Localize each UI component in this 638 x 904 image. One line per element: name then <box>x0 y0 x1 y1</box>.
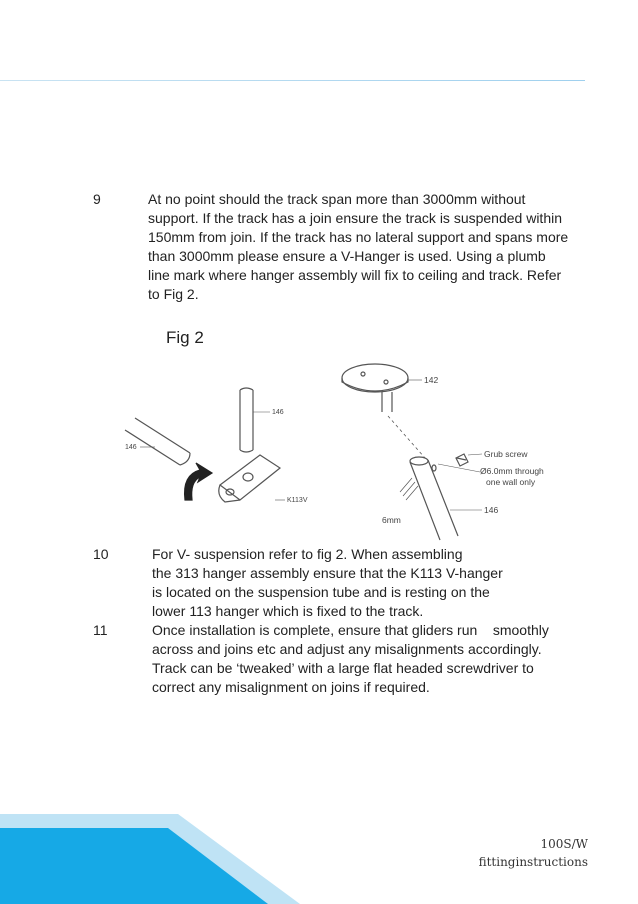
footer-line-1: 100S/W <box>540 837 588 851</box>
label-hole-line2: one wall only <box>486 477 536 487</box>
step-number: 11 <box>93 622 108 638</box>
text-line: 150mm from join. If the track has no lateral support and spans more <box>148 229 569 245</box>
step-text <box>152 545 503 621</box>
text-line: line mark where hanger assembly will fix to ceiling and track. Refer <box>148 267 562 283</box>
label-142: 142 <box>424 375 439 385</box>
grub-screw <box>456 454 468 466</box>
step-number: 10 <box>93 546 109 562</box>
vertical-tube <box>240 388 253 452</box>
rotation-arrow <box>185 463 212 500</box>
label-146-tube: 146 <box>484 505 499 515</box>
label-146-side: 146 <box>125 444 137 451</box>
step-text <box>148 190 568 304</box>
text-line: For V- suspension refer to fig 2. When assembling <box>152 546 463 562</box>
footer-doc-title <box>479 835 588 871</box>
text-line: correct any misalignment on joins if required. <box>152 679 430 695</box>
text-line: to Fig 2. <box>148 286 199 302</box>
header-rule <box>0 80 585 81</box>
text-line: than 3000mm please ensure a V-Hanger is used. Using a plumb <box>148 248 546 264</box>
text-line: support. If the track has a join ensure the track is suspended within <box>148 210 563 226</box>
figure-title: Fig 2 <box>166 328 204 347</box>
text-line: At no point should the track span more than 3000mm without <box>148 191 526 207</box>
suspension-tube <box>410 460 458 540</box>
angled-tube <box>125 418 190 465</box>
text-line: the 313 hanger assembly ensure that the K113 V-hanger <box>152 565 503 581</box>
text-line: across and joins etc and adjust any misalignments accordingly. <box>152 641 542 657</box>
label-6mm: 6mm <box>382 515 401 525</box>
step-number: 9 <box>93 191 101 207</box>
footer-line-2: fittinginstructions <box>478 855 588 869</box>
ceiling-plate <box>342 364 408 392</box>
text-line: Track can be ‘tweaked’ with a large flat headed screwdriver to <box>152 660 534 676</box>
step-text <box>152 621 549 697</box>
label-146-top: 146 <box>272 409 284 416</box>
label-hole-line1: Ø6.0mm through <box>480 466 544 476</box>
label-k113v: K113V <box>287 497 308 504</box>
label-grub-screw: Grub screw <box>484 449 528 459</box>
fig-2-diagram <box>120 350 544 540</box>
text-line: lower 113 hanger which is fixed to the track. <box>152 603 424 619</box>
text-line: Once installation is complete, ensure that gliders run smoothly <box>152 622 549 638</box>
text-line: is located on the suspension tube and is resting on the <box>152 584 490 600</box>
